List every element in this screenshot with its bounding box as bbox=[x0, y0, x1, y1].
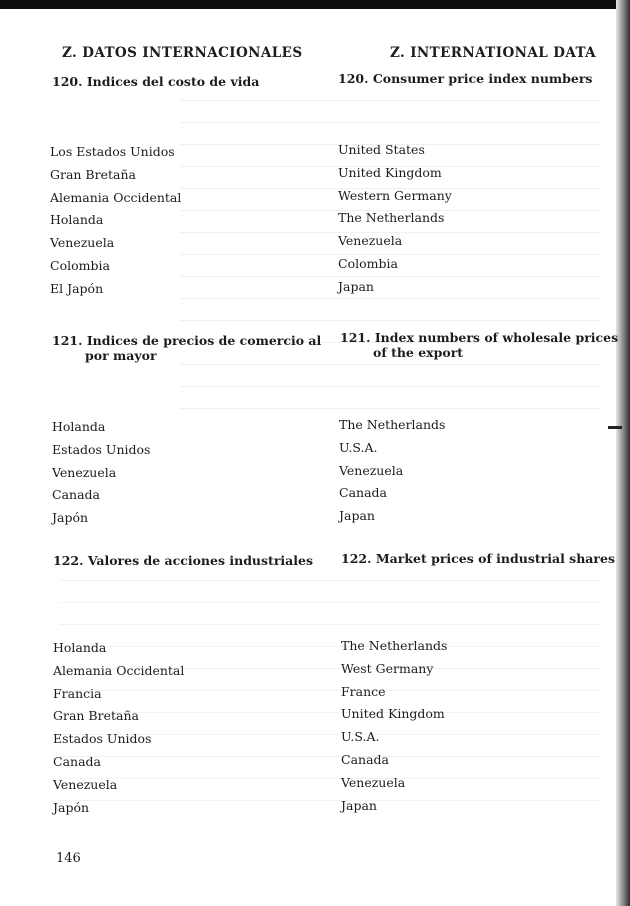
list-item: United Kingdom bbox=[338, 164, 442, 180]
list-item: Alemania Occidental bbox=[50, 189, 182, 205]
page-number: 146 bbox=[56, 851, 81, 866]
section-title: Indices del costo de vida bbox=[86, 74, 260, 89]
list-item: Canada bbox=[53, 753, 101, 769]
list-item: Venezuela bbox=[53, 776, 118, 792]
section-title: Consumer price index numbers bbox=[372, 71, 593, 86]
list-item: Western Germany bbox=[338, 187, 452, 203]
list-item: Estados Unidos bbox=[52, 441, 151, 457]
section-number: 120. bbox=[338, 71, 369, 86]
section-120-list-en bbox=[338, 139, 452, 299]
section-120-list-es bbox=[50, 141, 181, 301]
section-122-title-es bbox=[53, 553, 313, 568]
list-item: Venezuela bbox=[338, 233, 403, 249]
list-item: Japan bbox=[341, 797, 377, 813]
list-item: U.S.A. bbox=[339, 439, 378, 455]
list-item: France bbox=[341, 683, 386, 699]
scan-right-edge bbox=[616, 0, 630, 906]
section-number: 121. bbox=[52, 333, 83, 348]
list-item: The Netherlands bbox=[338, 210, 445, 226]
list-item: Los Estados Unidos bbox=[50, 144, 175, 159]
section-number: 121. bbox=[340, 330, 371, 345]
list-item: Canada bbox=[339, 485, 387, 501]
list-item: Venezuela bbox=[52, 464, 117, 480]
section-122-list-es bbox=[53, 637, 184, 819]
list-item: Holanda bbox=[53, 640, 107, 655]
list-item: Japón bbox=[52, 510, 89, 526]
list-item: Canada bbox=[341, 751, 389, 767]
section-122-list-en bbox=[341, 635, 447, 817]
list-item: United States bbox=[338, 142, 425, 157]
list-item: Japan bbox=[338, 278, 374, 294]
list-item: Colombia bbox=[50, 257, 110, 273]
header-right: Z. INTERNATIONAL DATA bbox=[390, 45, 597, 61]
list-item: Japan bbox=[339, 508, 375, 524]
list-item: Gran Bretaña bbox=[50, 166, 136, 182]
section-120-title-en bbox=[338, 71, 592, 86]
section-title: Indices de precios de comercio al bbox=[86, 333, 322, 348]
section-121-title-es bbox=[52, 333, 321, 363]
header-left: Z. DATOS INTERNACIONALES bbox=[62, 45, 303, 61]
list-item: Canada bbox=[52, 487, 100, 503]
section-121-title-en bbox=[340, 330, 618, 360]
section-121-list-es bbox=[52, 416, 150, 530]
list-item: El Japón bbox=[50, 280, 104, 296]
section-title-continued: of the export bbox=[373, 345, 464, 360]
section-title: Market prices of industrial shares bbox=[375, 551, 615, 566]
section-title: Valores de acciones industriales bbox=[87, 553, 314, 568]
list-item: West Germany bbox=[341, 660, 434, 676]
list-item: The Netherlands bbox=[341, 638, 448, 653]
list-item: U.S.A. bbox=[341, 729, 380, 745]
section-number: 122. bbox=[341, 551, 372, 566]
list-item: Holanda bbox=[50, 212, 104, 228]
list-item: Estados Unidos bbox=[53, 731, 152, 747]
section-title: Index numbers of wholesale prices bbox=[374, 330, 619, 345]
section-number: 122. bbox=[53, 553, 84, 568]
section-122-title-en bbox=[341, 551, 615, 566]
section-number: 120. bbox=[52, 74, 83, 89]
margin-mark bbox=[608, 426, 622, 429]
list-item: United Kingdom bbox=[341, 706, 445, 722]
section-title-continued: por mayor bbox=[85, 348, 157, 363]
section-120-title-es bbox=[52, 74, 259, 89]
list-item: Holanda bbox=[52, 419, 106, 434]
list-item: Venezuela bbox=[50, 235, 115, 251]
list-item: Venezuela bbox=[339, 462, 404, 478]
list-item: Japón bbox=[53, 799, 90, 815]
list-item: The Netherlands bbox=[339, 417, 446, 432]
list-item: Venezuela bbox=[341, 774, 406, 790]
section-121-list-en bbox=[339, 414, 445, 528]
list-item: Francia bbox=[53, 685, 102, 701]
scan-top-border bbox=[0, 0, 630, 9]
list-item: Alemania Occidental bbox=[53, 662, 185, 678]
list-item: Gran Bretaña bbox=[53, 708, 139, 724]
list-item: Colombia bbox=[338, 255, 398, 271]
